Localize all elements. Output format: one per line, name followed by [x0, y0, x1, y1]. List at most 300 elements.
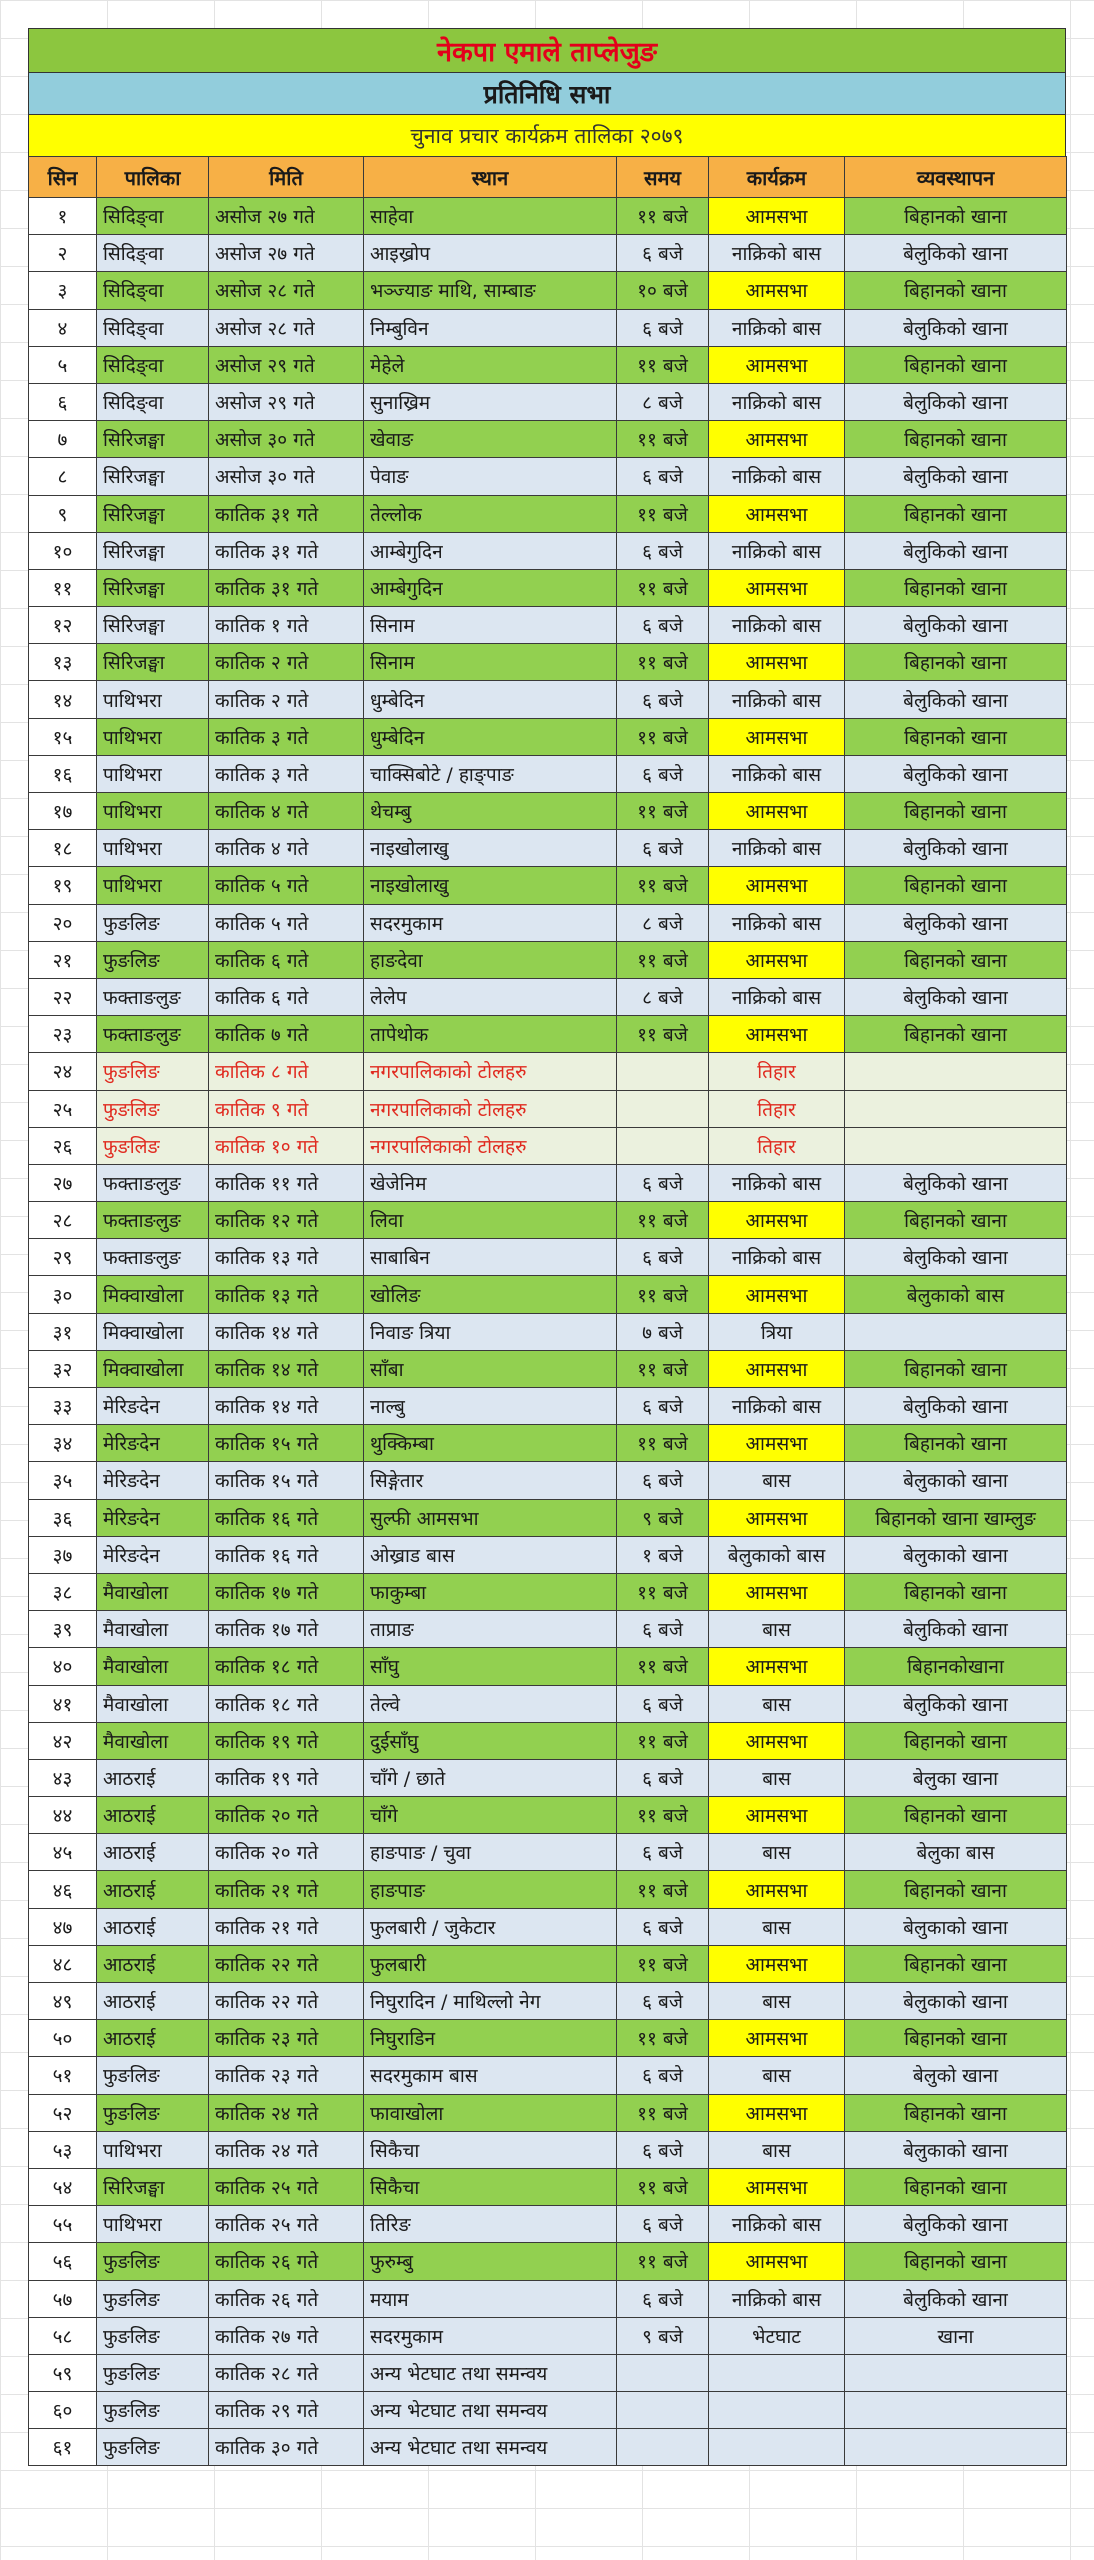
- cell-time[interactable]: [617, 1053, 709, 1090]
- cell-date[interactable]: कातिक २५ गते: [209, 2206, 364, 2243]
- cell-date[interactable]: कातिक १५ गते: [209, 1462, 364, 1499]
- cell-program[interactable]: तिहार: [709, 1090, 845, 1127]
- cell-serial[interactable]: २२: [29, 978, 97, 1015]
- cell-management[interactable]: बिहानको खाना: [845, 1350, 1067, 1387]
- cell-management[interactable]: बेलुकिको खाना: [845, 978, 1067, 1015]
- cell-palika[interactable]: फक्ताङलुङ: [97, 978, 209, 1015]
- cell-palika[interactable]: मिक्वाखोला: [97, 1350, 209, 1387]
- cell-palika[interactable]: आठराई: [97, 2020, 209, 2057]
- cell-palika[interactable]: सिरिजङ्घा: [97, 644, 209, 681]
- cell-time[interactable]: ११ बजे: [617, 2020, 709, 2057]
- cell-date[interactable]: कातिक २ गते: [209, 644, 364, 681]
- cell-time[interactable]: ११ बजे: [617, 2168, 709, 2205]
- header-place[interactable]: स्थान: [364, 157, 617, 198]
- cell-serial[interactable]: २३: [29, 1016, 97, 1053]
- cell-time[interactable]: ९ बजे: [617, 2317, 709, 2354]
- cell-place[interactable]: सिनाम: [364, 607, 617, 644]
- cell-program[interactable]: नाक्रिको बास: [709, 681, 845, 718]
- cell-place[interactable]: सदरमुकाम: [364, 2317, 617, 2354]
- cell-time[interactable]: ११ बजे: [617, 941, 709, 978]
- cell-place[interactable]: थुक्किम्बा: [364, 1425, 617, 1462]
- cell-management[interactable]: बेलुकिको खाना: [845, 1239, 1067, 1276]
- cell-palika[interactable]: फुङलिङ: [97, 2280, 209, 2317]
- cell-date[interactable]: असोज २९ गते: [209, 383, 364, 420]
- cell-palika[interactable]: फक्ताङलुङ: [97, 1239, 209, 1276]
- cell-place[interactable]: फुरुम्बु: [364, 2243, 617, 2280]
- cell-serial[interactable]: ४६: [29, 1871, 97, 1908]
- cell-palika[interactable]: पाथिभरा: [97, 718, 209, 755]
- cell-serial[interactable]: ४३: [29, 1759, 97, 1796]
- cell-management[interactable]: बेलुकिको खाना: [845, 383, 1067, 420]
- cell-program[interactable]: [709, 2392, 845, 2429]
- cell-program[interactable]: आमसभा: [709, 644, 845, 681]
- cell-palika[interactable]: सिदिङ्वा: [97, 346, 209, 383]
- cell-program[interactable]: त्रिया: [709, 1313, 845, 1350]
- cell-program[interactable]: बेलुकाको बास: [709, 1536, 845, 1573]
- cell-program[interactable]: बास: [709, 1462, 845, 1499]
- cell-serial[interactable]: ७: [29, 421, 97, 458]
- cell-date[interactable]: कातिक १४ गते: [209, 1350, 364, 1387]
- cell-serial[interactable]: ३३: [29, 1388, 97, 1425]
- cell-program[interactable]: तिहार: [709, 1127, 845, 1164]
- cell-management[interactable]: बेलुकाको खाना: [845, 2131, 1067, 2168]
- cell-time[interactable]: ८ बजे: [617, 383, 709, 420]
- cell-place[interactable]: धुम्बेदिन: [364, 718, 617, 755]
- cell-management[interactable]: बिहानको खाना: [845, 1797, 1067, 1834]
- cell-management[interactable]: [845, 1090, 1067, 1127]
- cell-management[interactable]: [845, 2354, 1067, 2391]
- cell-time[interactable]: ११ बजे: [617, 793, 709, 830]
- cell-date[interactable]: कातिक ३ गते: [209, 718, 364, 755]
- cell-place[interactable]: अन्य भेटघाट तथा समन्वय: [364, 2392, 617, 2429]
- cell-place[interactable]: सुनाख्रिम: [364, 383, 617, 420]
- cell-palika[interactable]: पाथिभरा: [97, 2131, 209, 2168]
- cell-palika[interactable]: सिरिजङ्घा: [97, 458, 209, 495]
- cell-serial[interactable]: ४१: [29, 1685, 97, 1722]
- cell-date[interactable]: कातिक १७ गते: [209, 1611, 364, 1648]
- cell-management[interactable]: [845, 2429, 1067, 2466]
- cell-place[interactable]: निम्बुविन: [364, 309, 617, 346]
- cell-date[interactable]: कातिक २६ गते: [209, 2280, 364, 2317]
- cell-serial[interactable]: ५०: [29, 2020, 97, 2057]
- cell-time[interactable]: ११ बजे: [617, 718, 709, 755]
- cell-management[interactable]: बेलुकिको खाना: [845, 235, 1067, 272]
- cell-place[interactable]: साहेवा: [364, 198, 617, 235]
- cell-management[interactable]: बिहानको खाना: [845, 421, 1067, 458]
- cell-palika[interactable]: मैवाखोला: [97, 1573, 209, 1610]
- cell-serial[interactable]: १८: [29, 830, 97, 867]
- cell-time[interactable]: ११ बजे: [617, 346, 709, 383]
- cell-place[interactable]: निघुरादिन / माथिल्लो नेग: [364, 1983, 617, 2020]
- cell-place[interactable]: लेलेप: [364, 978, 617, 1015]
- cell-palika[interactable]: आठराई: [97, 1983, 209, 2020]
- cell-date[interactable]: कातिक २ गते: [209, 681, 364, 718]
- cell-management[interactable]: बिहानको खाना: [845, 867, 1067, 904]
- cell-date[interactable]: असोज २९ गते: [209, 346, 364, 383]
- cell-palika[interactable]: सिरिजङ्घा: [97, 2168, 209, 2205]
- cell-palika[interactable]: मैवाखोला: [97, 1611, 209, 1648]
- cell-time[interactable]: ६ बजे: [617, 2280, 709, 2317]
- cell-serial[interactable]: ४७: [29, 1908, 97, 1945]
- cell-palika[interactable]: मैवाखोला: [97, 1685, 209, 1722]
- cell-program[interactable]: बास: [709, 1834, 845, 1871]
- cell-time[interactable]: ६ बजे: [617, 309, 709, 346]
- cell-date[interactable]: असोज २८ गते: [209, 309, 364, 346]
- cell-time[interactable]: ६ बजे: [617, 2206, 709, 2243]
- cell-palika[interactable]: फुङलिङ: [97, 2354, 209, 2391]
- cell-program[interactable]: आमसभा: [709, 1722, 845, 1759]
- cell-time[interactable]: ८ बजे: [617, 904, 709, 941]
- cell-program[interactable]: नाक्रिको बास: [709, 383, 845, 420]
- cell-place[interactable]: आम्बेगुदिन: [364, 569, 617, 606]
- cell-time[interactable]: ६ बजे: [617, 607, 709, 644]
- cell-program[interactable]: बास: [709, 2131, 845, 2168]
- cell-time[interactable]: ११ बजे: [617, 1722, 709, 1759]
- cell-time[interactable]: ६ बजे: [617, 1685, 709, 1722]
- cell-serial[interactable]: २४: [29, 1053, 97, 1090]
- cell-management[interactable]: बिहानको खाना: [845, 272, 1067, 309]
- cell-place[interactable]: साबाबिन: [364, 1239, 617, 1276]
- cell-date[interactable]: कातिक ५ गते: [209, 867, 364, 904]
- cell-palika[interactable]: सिदिङ्वा: [97, 383, 209, 420]
- cell-serial[interactable]: ३: [29, 272, 97, 309]
- cell-place[interactable]: हाङपाङ / चुवा: [364, 1834, 617, 1871]
- cell-place[interactable]: खेजेनिम: [364, 1164, 617, 1201]
- cell-management[interactable]: बेलुकिको खाना: [845, 458, 1067, 495]
- cell-serial[interactable]: २०: [29, 904, 97, 941]
- cell-palika[interactable]: सिरिजङ्घा: [97, 569, 209, 606]
- cell-palika[interactable]: सिदिङ्वा: [97, 235, 209, 272]
- cell-date[interactable]: कातिक १५ गते: [209, 1425, 364, 1462]
- cell-palika[interactable]: सिदिङ्वा: [97, 309, 209, 346]
- cell-program[interactable]: नाक्रिको बास: [709, 235, 845, 272]
- cell-time[interactable]: ८ बजे: [617, 978, 709, 1015]
- cell-serial[interactable]: ५: [29, 346, 97, 383]
- cell-palika[interactable]: पाथिभरा: [97, 755, 209, 792]
- cell-program[interactable]: नाक्रिको बास: [709, 2280, 845, 2317]
- cell-palika[interactable]: फुङलिङ: [97, 2392, 209, 2429]
- cell-palika[interactable]: सिरिजङ्घा: [97, 495, 209, 532]
- cell-place[interactable]: लिवा: [364, 1202, 617, 1239]
- cell-management[interactable]: बेलुकाको खाना: [845, 1462, 1067, 1499]
- cell-program[interactable]: आमसभा: [709, 569, 845, 606]
- cell-serial[interactable]: ५३: [29, 2131, 97, 2168]
- cell-palika[interactable]: मेरिङदेन: [97, 1425, 209, 1462]
- cell-management[interactable]: बेलुकाको खाना: [845, 1536, 1067, 1573]
- cell-place[interactable]: तेल्वे: [364, 1685, 617, 1722]
- header-date[interactable]: मिति: [209, 157, 364, 198]
- cell-place[interactable]: खोलिङ: [364, 1276, 617, 1313]
- cell-time[interactable]: ६ बजे: [617, 1388, 709, 1425]
- cell-management[interactable]: बिहानको खाना खाम्लुङ: [845, 1499, 1067, 1536]
- cell-time[interactable]: ६ बजे: [617, 458, 709, 495]
- cell-date[interactable]: कातिक १७ गते: [209, 1573, 364, 1610]
- cell-program[interactable]: नाक्रिको बास: [709, 532, 845, 569]
- cell-program[interactable]: आमसभा: [709, 1016, 845, 1053]
- cell-management[interactable]: [845, 1127, 1067, 1164]
- cell-time[interactable]: [617, 1090, 709, 1127]
- cell-serial[interactable]: ५७: [29, 2280, 97, 2317]
- cell-program[interactable]: तिहार: [709, 1053, 845, 1090]
- cell-program[interactable]: आमसभा: [709, 2168, 845, 2205]
- cell-program[interactable]: भेटघाट: [709, 2317, 845, 2354]
- cell-date[interactable]: कातिक २३ गते: [209, 2020, 364, 2057]
- cell-time[interactable]: ६ बजे: [617, 1239, 709, 1276]
- cell-date[interactable]: असोज ३० गते: [209, 458, 364, 495]
- cell-management[interactable]: बिहानको खाना: [845, 718, 1067, 755]
- cell-program[interactable]: आमसभा: [709, 793, 845, 830]
- cell-date[interactable]: कातिक २२ गते: [209, 1945, 364, 1982]
- cell-time[interactable]: ६ बजे: [617, 1759, 709, 1796]
- cell-time[interactable]: ११ बजे: [617, 421, 709, 458]
- cell-palika[interactable]: फुङलिङ: [97, 904, 209, 941]
- cell-place[interactable]: धुम्बेदिन: [364, 681, 617, 718]
- cell-serial[interactable]: ५४: [29, 2168, 97, 2205]
- cell-place[interactable]: खेवाङ: [364, 421, 617, 458]
- cell-palika[interactable]: सिरिजङ्घा: [97, 421, 209, 458]
- cell-place[interactable]: मयाम: [364, 2280, 617, 2317]
- cell-time[interactable]: ११ बजे: [617, 1573, 709, 1610]
- cell-management[interactable]: बेलुकिको खाना: [845, 1388, 1067, 1425]
- cell-management[interactable]: खाना: [845, 2317, 1067, 2354]
- cell-serial[interactable]: १०: [29, 532, 97, 569]
- cell-date[interactable]: कातिक २८ गते: [209, 2354, 364, 2391]
- cell-program[interactable]: [709, 2354, 845, 2391]
- cell-place[interactable]: सुल्फी आमसभा: [364, 1499, 617, 1536]
- cell-time[interactable]: १ बजे: [617, 1536, 709, 1573]
- cell-serial[interactable]: ४: [29, 309, 97, 346]
- header-time[interactable]: समय: [617, 157, 709, 198]
- cell-management[interactable]: बिहानको खाना: [845, 644, 1067, 681]
- cell-serial[interactable]: २१: [29, 941, 97, 978]
- cell-palika[interactable]: फुङलिङ: [97, 1127, 209, 1164]
- cell-palika[interactable]: फक्ताङलुङ: [97, 1016, 209, 1053]
- cell-program[interactable]: आमसभा: [709, 272, 845, 309]
- cell-program[interactable]: बास: [709, 2057, 845, 2094]
- cell-place[interactable]: नाइखोलाखु: [364, 830, 617, 867]
- cell-program[interactable]: बास: [709, 1908, 845, 1945]
- cell-serial[interactable]: २८: [29, 1202, 97, 1239]
- cell-program[interactable]: आमसभा: [709, 1573, 845, 1610]
- cell-time[interactable]: ११ बजे: [617, 1945, 709, 1982]
- cell-program[interactable]: नाक्रिको बास: [709, 1164, 845, 1201]
- cell-time[interactable]: ११ बजे: [617, 1425, 709, 1462]
- cell-management[interactable]: [845, 1313, 1067, 1350]
- cell-place[interactable]: साँबा: [364, 1350, 617, 1387]
- cell-management[interactable]: बेलुकिको खाना: [845, 904, 1067, 941]
- cell-palika[interactable]: आठराई: [97, 1797, 209, 1834]
- cell-time[interactable]: ६ बजे: [617, 2057, 709, 2094]
- cell-management[interactable]: बिहानको खाना: [845, 2243, 1067, 2280]
- cell-time[interactable]: ६ बजे: [617, 235, 709, 272]
- cell-time[interactable]: [617, 2429, 709, 2466]
- cell-palika[interactable]: मैवाखोला: [97, 1722, 209, 1759]
- cell-serial[interactable]: २९: [29, 1239, 97, 1276]
- cell-palika[interactable]: आठराई: [97, 1759, 209, 1796]
- cell-program[interactable]: नाक्रिको बास: [709, 458, 845, 495]
- cell-place[interactable]: अन्य भेटघाट तथा समन्वय: [364, 2354, 617, 2391]
- cell-management[interactable]: [845, 2392, 1067, 2429]
- cell-date[interactable]: कातिक ३० गते: [209, 2429, 364, 2466]
- cell-program[interactable]: आमसभा: [709, 1499, 845, 1536]
- cell-place[interactable]: फाकुम्बा: [364, 1573, 617, 1610]
- cell-time[interactable]: ६ बजे: [617, 830, 709, 867]
- cell-management[interactable]: [845, 1053, 1067, 1090]
- cell-place[interactable]: निवाङ त्रिया: [364, 1313, 617, 1350]
- cell-date[interactable]: कातिक १९ गते: [209, 1722, 364, 1759]
- cell-management[interactable]: बेलुकिको खाना: [845, 830, 1067, 867]
- cell-date[interactable]: कातिक २६ गते: [209, 2243, 364, 2280]
- cell-program[interactable]: नाक्रिको बास: [709, 755, 845, 792]
- cell-time[interactable]: ६ बजे: [617, 1908, 709, 1945]
- cell-place[interactable]: निघुराडिन: [364, 2020, 617, 2057]
- cell-time[interactable]: ११ बजे: [617, 1016, 709, 1053]
- cell-date[interactable]: कातिक ८ गते: [209, 1053, 364, 1090]
- cell-palika[interactable]: सिदिङ्वा: [97, 272, 209, 309]
- cell-palika[interactable]: मिक्वाखोला: [97, 1313, 209, 1350]
- cell-program[interactable]: आमसभा: [709, 2094, 845, 2131]
- cell-time[interactable]: ७ बजे: [617, 1313, 709, 1350]
- cell-program[interactable]: नाक्रिको बास: [709, 904, 845, 941]
- cell-palika[interactable]: फुङलिङ: [97, 2429, 209, 2466]
- cell-palika[interactable]: पाथिभरा: [97, 793, 209, 830]
- cell-program[interactable]: आमसभा: [709, 1871, 845, 1908]
- cell-time[interactable]: ११ बजे: [617, 569, 709, 606]
- cell-time[interactable]: ६ बजे: [617, 1983, 709, 2020]
- cell-date[interactable]: कातिक ४ गते: [209, 793, 364, 830]
- cell-place[interactable]: थेचम्बु: [364, 793, 617, 830]
- cell-date[interactable]: कातिक १० गते: [209, 1127, 364, 1164]
- cell-palika[interactable]: मेरिङदेन: [97, 1388, 209, 1425]
- cell-management[interactable]: बिहानको खाना: [845, 2094, 1067, 2131]
- cell-serial[interactable]: ५८: [29, 2317, 97, 2354]
- cell-time[interactable]: १० बजे: [617, 272, 709, 309]
- cell-program[interactable]: आमसभा: [709, 421, 845, 458]
- cell-management[interactable]: बिहानको खाना: [845, 346, 1067, 383]
- cell-palika[interactable]: मेरिङदेन: [97, 1536, 209, 1573]
- cell-date[interactable]: कातिक ४ गते: [209, 830, 364, 867]
- cell-place[interactable]: मेहेले: [364, 346, 617, 383]
- cell-management[interactable]: बिहानको खाना: [845, 1871, 1067, 1908]
- cell-date[interactable]: कातिक ३१ गते: [209, 495, 364, 532]
- cell-time[interactable]: ११ बजे: [617, 495, 709, 532]
- cell-time[interactable]: ११ बजे: [617, 1202, 709, 1239]
- cell-place[interactable]: सदरमुकाम बास: [364, 2057, 617, 2094]
- cell-serial[interactable]: ३०: [29, 1276, 97, 1313]
- cell-place[interactable]: साँघु: [364, 1648, 617, 1685]
- cell-date[interactable]: कातिक २० गते: [209, 1834, 364, 1871]
- cell-date[interactable]: असोज २७ गते: [209, 235, 364, 272]
- cell-serial[interactable]: ६: [29, 383, 97, 420]
- cell-serial[interactable]: ३६: [29, 1499, 97, 1536]
- cell-palika[interactable]: फुङलिङ: [97, 1053, 209, 1090]
- cell-serial[interactable]: ५६: [29, 2243, 97, 2280]
- cell-program[interactable]: बास: [709, 1611, 845, 1648]
- cell-serial[interactable]: १६: [29, 755, 97, 792]
- cell-program[interactable]: नाक्रिको बास: [709, 1239, 845, 1276]
- cell-management[interactable]: बेलुकाको बास: [845, 1276, 1067, 1313]
- cell-program[interactable]: बास: [709, 1759, 845, 1796]
- cell-program[interactable]: नाक्रिको बास: [709, 978, 845, 1015]
- cell-date[interactable]: कातिक १६ गते: [209, 1536, 364, 1573]
- cell-date[interactable]: कातिक २४ गते: [209, 2094, 364, 2131]
- cell-date[interactable]: असोज २८ गते: [209, 272, 364, 309]
- cell-management[interactable]: बिहानको खाना: [845, 2168, 1067, 2205]
- cell-time[interactable]: ११ बजे: [617, 644, 709, 681]
- cell-management[interactable]: बिहानको खाना: [845, 1945, 1067, 1982]
- cell-time[interactable]: ११ बजे: [617, 1350, 709, 1387]
- cell-serial[interactable]: ११: [29, 569, 97, 606]
- cell-place[interactable]: सिकैचा: [364, 2131, 617, 2168]
- cell-time[interactable]: [617, 2354, 709, 2391]
- cell-program[interactable]: नाक्रिको बास: [709, 2206, 845, 2243]
- cell-program[interactable]: नाक्रिको बास: [709, 309, 845, 346]
- cell-date[interactable]: कातिक २७ गते: [209, 2317, 364, 2354]
- cell-serial[interactable]: १२: [29, 607, 97, 644]
- cell-serial[interactable]: ४२: [29, 1722, 97, 1759]
- cell-program[interactable]: बास: [709, 1685, 845, 1722]
- cell-program[interactable]: आमसभा: [709, 2020, 845, 2057]
- cell-palika[interactable]: फुङलिङ: [97, 2094, 209, 2131]
- cell-palika[interactable]: फक्ताङलुङ: [97, 1164, 209, 1201]
- cell-palika[interactable]: फुङलिङ: [97, 1090, 209, 1127]
- cell-place[interactable]: अन्य भेटघाट तथा समन्वय: [364, 2429, 617, 2466]
- cell-program[interactable]: आमसभा: [709, 1425, 845, 1462]
- cell-date[interactable]: कातिक २३ गते: [209, 2057, 364, 2094]
- cell-program[interactable]: बास: [709, 1983, 845, 2020]
- cell-place[interactable]: नाइखोलाखु: [364, 867, 617, 904]
- cell-place[interactable]: फुलबारी / जुकेटार: [364, 1908, 617, 1945]
- cell-serial[interactable]: ३१: [29, 1313, 97, 1350]
- cell-palika[interactable]: पाथिभरा: [97, 681, 209, 718]
- cell-place[interactable]: भञ्ज्याङ माथि, साम्बाङ: [364, 272, 617, 309]
- cell-serial[interactable]: १७: [29, 793, 97, 830]
- cell-management[interactable]: बेलुकिको खाना: [845, 681, 1067, 718]
- cell-date[interactable]: कातिक १३ गते: [209, 1239, 364, 1276]
- cell-management[interactable]: बेलुकाको खाना: [845, 1983, 1067, 2020]
- cell-serial[interactable]: ३२: [29, 1350, 97, 1387]
- cell-management[interactable]: बेलुकिको खाना: [845, 2206, 1067, 2243]
- cell-program[interactable]: नाक्रिको बास: [709, 1388, 845, 1425]
- cell-place[interactable]: चाँगे / छाते: [364, 1759, 617, 1796]
- cell-date[interactable]: कातिक ६ गते: [209, 978, 364, 1015]
- cell-management[interactable]: बिहानको खाना: [845, 2020, 1067, 2057]
- cell-time[interactable]: ६ बजे: [617, 755, 709, 792]
- cell-program[interactable]: नाक्रिको बास: [709, 830, 845, 867]
- cell-serial[interactable]: २: [29, 235, 97, 272]
- cell-management[interactable]: बिहानको खाना: [845, 1202, 1067, 1239]
- cell-date[interactable]: कातिक २४ गते: [209, 2131, 364, 2168]
- cell-place[interactable]: नगरपालिकाको टोलहरु: [364, 1127, 617, 1164]
- cell-serial[interactable]: ३९: [29, 1611, 97, 1648]
- cell-date[interactable]: कातिक १३ गते: [209, 1276, 364, 1313]
- cell-management[interactable]: बिहानको खाना: [845, 941, 1067, 978]
- cell-serial[interactable]: ४५: [29, 1834, 97, 1871]
- cell-serial[interactable]: १३: [29, 644, 97, 681]
- cell-time[interactable]: ११ बजे: [617, 1648, 709, 1685]
- header-palika[interactable]: पालिका: [97, 157, 209, 198]
- cell-management[interactable]: बिहानको खाना: [845, 1573, 1067, 1610]
- cell-serial[interactable]: १४: [29, 681, 97, 718]
- cell-date[interactable]: कातिक २५ गते: [209, 2168, 364, 2205]
- cell-palika[interactable]: सिदिङ्वा: [97, 198, 209, 235]
- cell-management[interactable]: बिहानको खाना: [845, 1016, 1067, 1053]
- cell-serial[interactable]: ६०: [29, 2392, 97, 2429]
- cell-place[interactable]: पेवाङ: [364, 458, 617, 495]
- cell-palika[interactable]: सिरिजङ्घा: [97, 532, 209, 569]
- cell-serial[interactable]: ८: [29, 458, 97, 495]
- cell-management[interactable]: बेलुका बास: [845, 1834, 1067, 1871]
